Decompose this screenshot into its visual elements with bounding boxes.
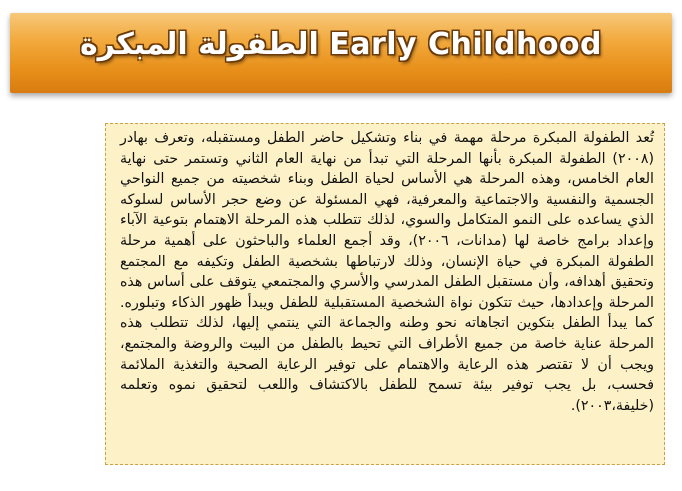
slide-title: الطفولة المبكرة Early Childhood (79, 27, 603, 62)
body-text-box (105, 123, 665, 465)
body-paragraph: تُعد الطفولة المبكرة مرحلة مهمة في بناء وتشكيل حاضر الطفل ومستقبله، وتعرف بهادر (٢٠٠٨) الطفولة المبكرة بأنها المرحلة التي تبدأ من نهاية العام الثاني وتستمر حتى نهاية العام الخامس، وهذه المرحلة هي الأساس لحياة الطفل وبناء شخصيته من جميع النواحي الجسمية والنفسية والاجتماعية والمعرفية، فهي المسئولة عن وضع حجر الأساس لسلوكه الذي يساعده على النمو المتكامل والسوي، لذلك تتطلب هذه المرحلة الاهتمام بتوعية الآباء وإعداد برامج خاصة لها (مدانات، ٢٠٠٦)، وقد أجمع العلماء والباحثون على أهمية مرحلة الطفولة المبكرة في حياة الإنسان، وذلك لارتباطها بشخصية الطفل وتكيفه مع المجتمع وتحقيق أهدافه، وأن مستقبل الطفل المدرسي والأسري والمجتمعي يتوقف على أساس هذه المرحلة وإعدادها، حيث تتكون نواة الشخصية المستقبلية للطفل ويبدأ ظهور الذكاء وتبلوره. كما يبدأ الطفل بتكوين اتجاهاته نحو وطنه والجماعة التي ينتمي إليها، لذلك تتطلب هذه المرحلة عناية خاصة من جميع الأطراف التي تحيط بالطفل من البيت والروضة والمجتمع، ويجب أن لا تقتصر هذه الرعاية والاهتمام على توفير الرعاية الصحية والتغذية الملائمة فحسب، بل يجب توفير بيئة تسمح للطفل بالاكتشاف واللعب لتحقيق نموه وتعلمه (خليفة،٢٠٠٣). (120, 130, 654, 414)
title-banner (10, 13, 672, 93)
